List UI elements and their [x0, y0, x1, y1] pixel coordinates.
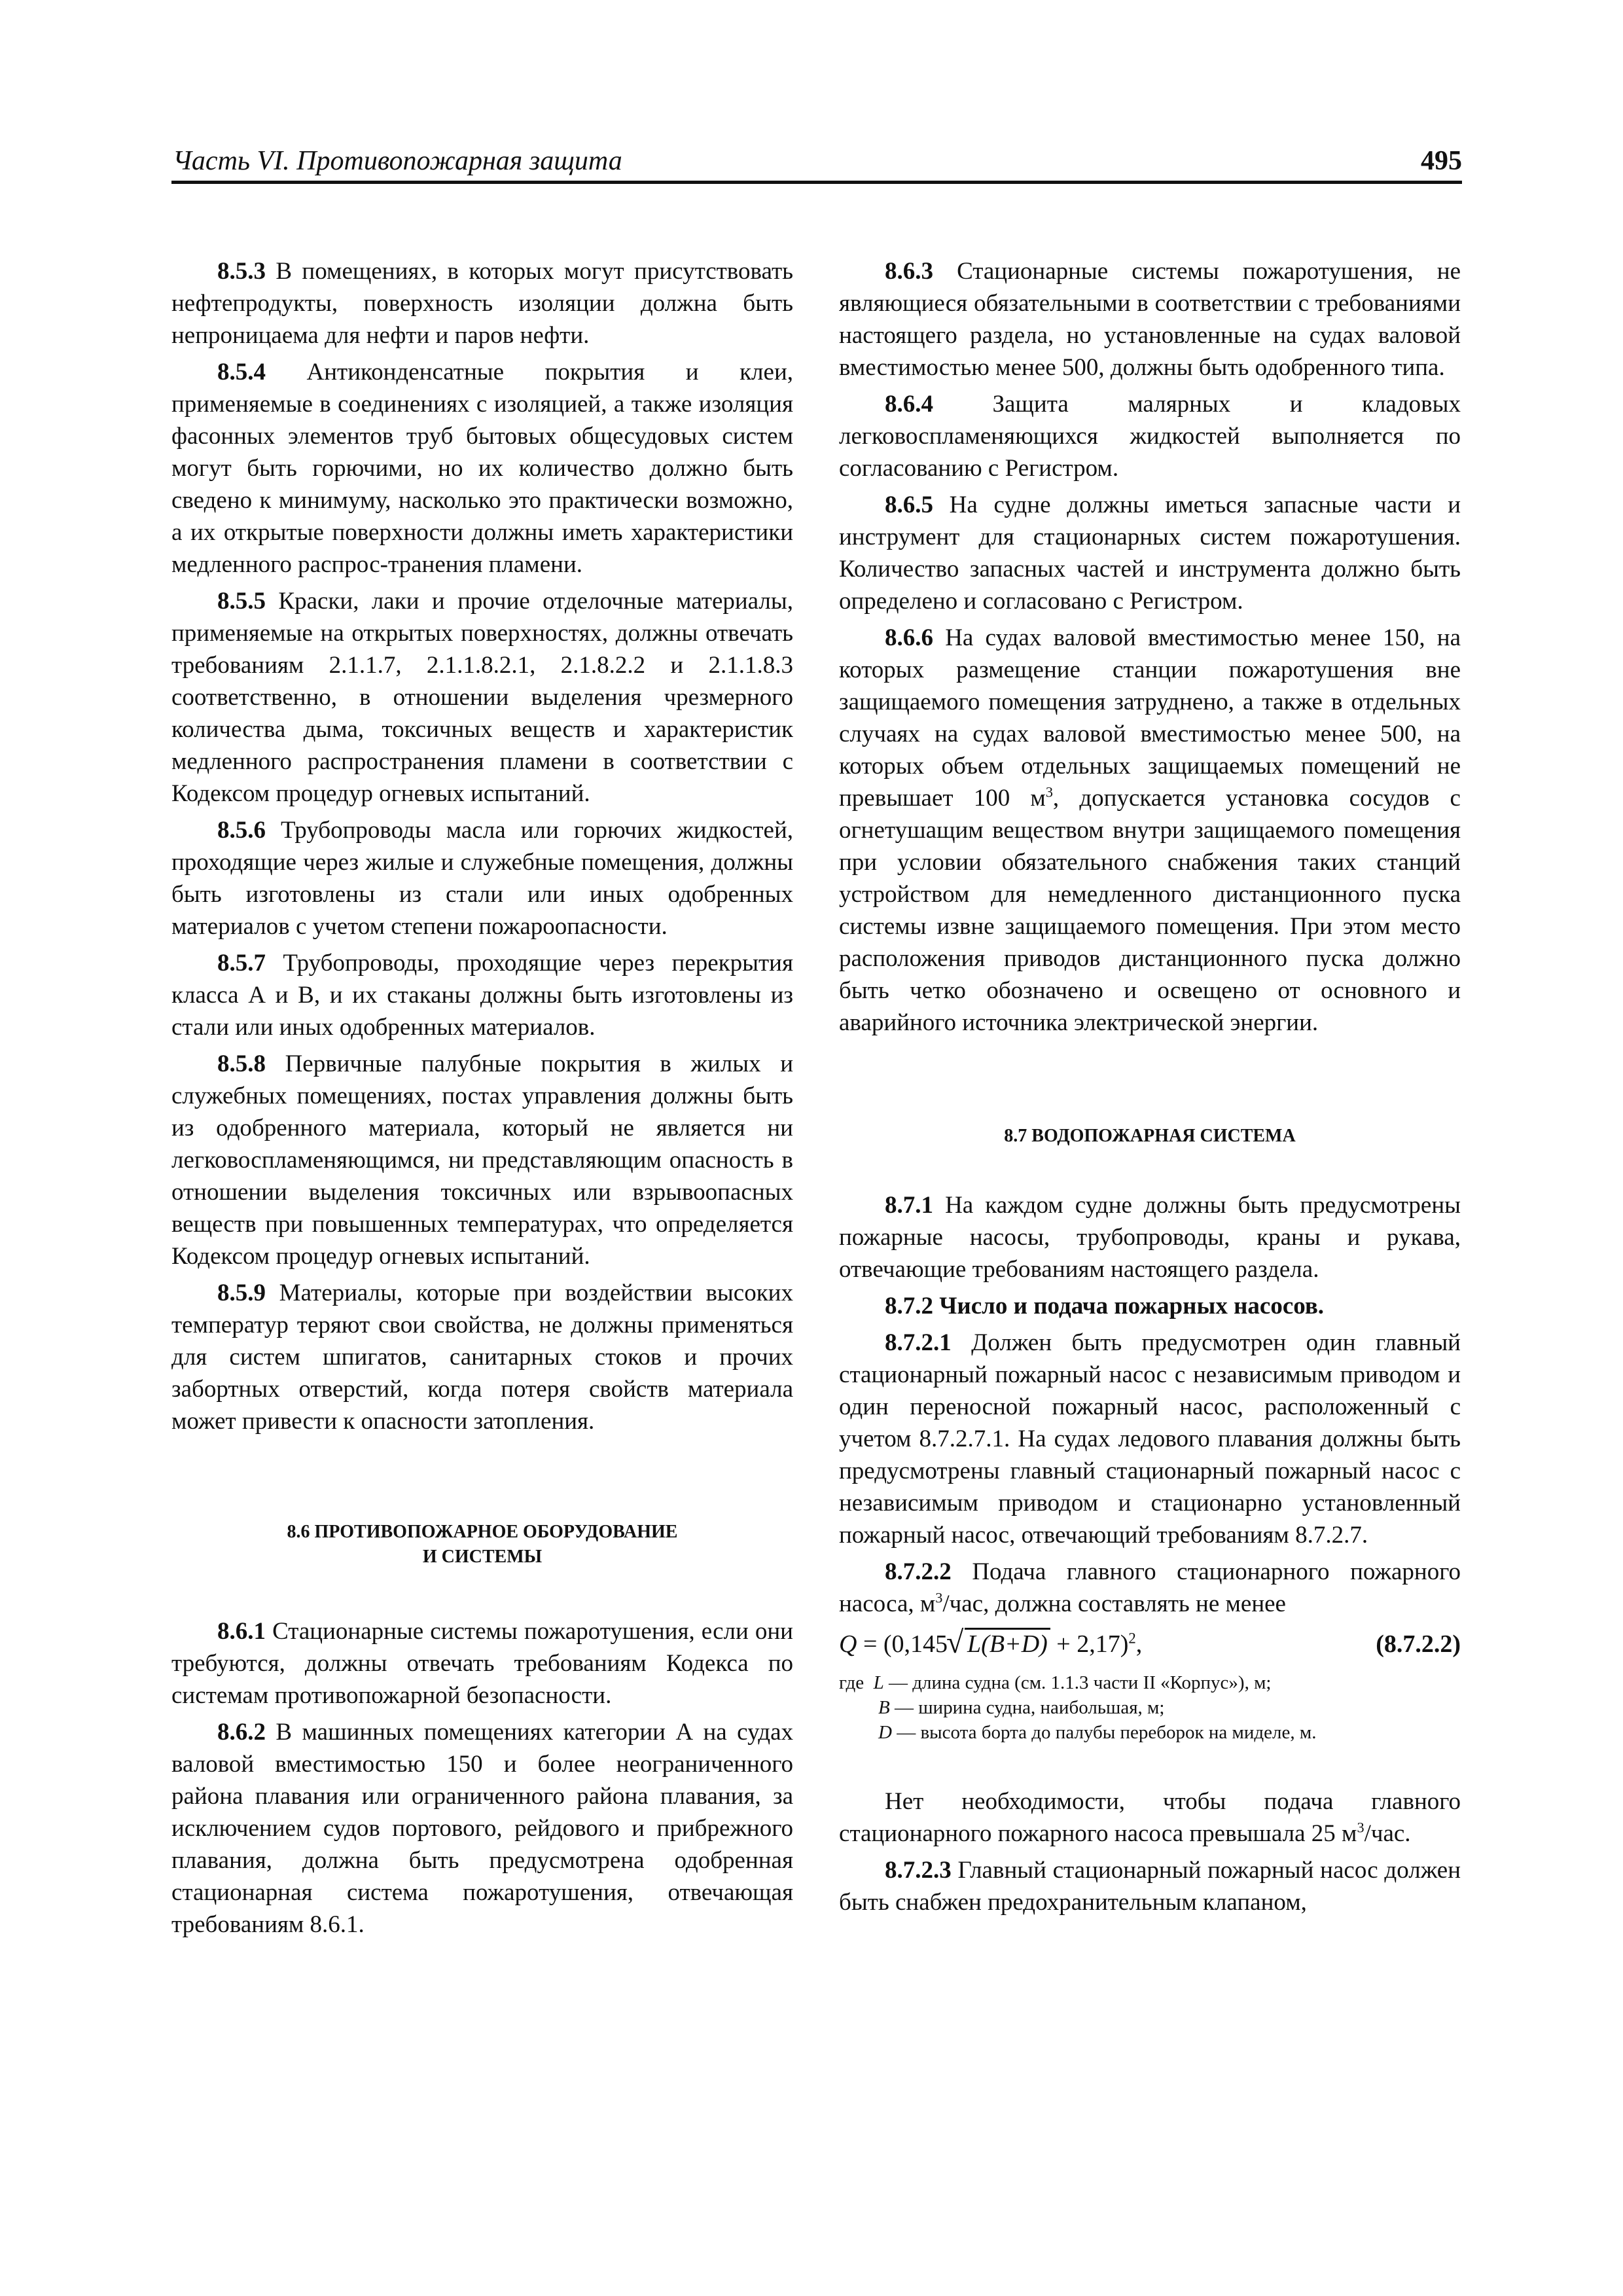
clause-number: 8.5.5: [217, 588, 266, 615]
superscript: 2: [1128, 1630, 1136, 1647]
clause-text: Антиконденсатные покрытия и клеи, применяемые в соединениях с изоляцией, а также изоляция фасонных элементов труб бытовых общесудовых систем могут быть горючими, но их количество должно быть сведено к минимуму, насколько это практически возможно, а их открытые поверхности должны иметь характеристики медленного распрос-транения пламени.: [171, 359, 793, 578]
paragraph-8-6-4: [839, 388, 1461, 484]
paragraph-8-7-2: [839, 1290, 1461, 1322]
clause-text: Должен быть предусмотрен один главный стационарный пожарный насос с независимым приводом и один переносной пожарный насос, расположенный с учетом 8.7.2.7.1. На судах ледового плавания должны быть предусмотрены главный стационарный пожарный насос с независимым приводом и стационарно установленный пожарный насос, отвечающий требованиям 8.7.2.7.: [839, 1329, 1461, 1549]
formula-part: + 2,17): [1050, 1630, 1129, 1658]
formula-part: = (0,145: [857, 1630, 948, 1658]
superscript: 3: [1357, 1819, 1364, 1836]
paragraph-8-5-8: [171, 1048, 793, 1272]
clause-text: На судне должны иметься запасные части и инструмент для стационарных систем пожаротушения. Количество запасных частей и инструмента должно быть определено и согласовано с Регистром.: [839, 492, 1461, 615]
clause-text: Стационарные системы пожаротушения, если они требуются, должны отвечать требованиям Кодекса по системам противопожарной безопасности.: [171, 1618, 793, 1709]
paragraph-8-6-6: [839, 622, 1461, 1039]
legend-text: — ширина судна, наибольшая, м;: [889, 1697, 1165, 1718]
paragraph-8-7-2-3: [839, 1854, 1461, 1918]
formula-q: Q: [839, 1630, 857, 1658]
legend-text: — длина судна (см. 1.1.3 части II «Корпус»), м;: [883, 1672, 1272, 1693]
paragraph-8-7-2-2: [839, 1556, 1461, 1620]
section-heading-8-7: [839, 1124, 1461, 1149]
paragraph-8-6-3: [839, 255, 1461, 384]
legend-row: [839, 1695, 1461, 1720]
clause-text: На каждом судне должны быть предусмотрены пожарные насосы, трубопроводы, краны и рукава, отвечающие требованиям настоящего раздела.: [839, 1192, 1461, 1283]
clause-number: 8.6.2: [217, 1719, 266, 1746]
clause-number: 8.6.1: [217, 1618, 266, 1645]
legend-row: [839, 1720, 1461, 1745]
legend-symbol: B: [878, 1697, 890, 1718]
clause-number: 8.7.2: [885, 1293, 933, 1319]
clause-text: Трубопроводы масла или горючих жидкостей, проходящие через жилые и служебные помещения, должны быть изготовлены из стали или иных одобренных материалов с учетом степени пожароопасности.: [171, 817, 793, 940]
paragraph-8-6-1: [171, 1615, 793, 1712]
running-title: Часть VI. Противопожарная защита: [173, 146, 622, 176]
clause-number: 8.5.8: [217, 1050, 266, 1077]
superscript: 3: [1045, 783, 1053, 800]
superscript: 3: [935, 1589, 943, 1606]
formula-legend: [839, 1670, 1461, 1745]
clause-number: 8.5.3: [217, 258, 266, 285]
paragraph-8-5-4: [171, 356, 793, 581]
right-column: [839, 255, 1461, 1923]
formula-number: (8.7.2.2): [1376, 1630, 1461, 1658]
legend-symbol: L: [873, 1672, 884, 1693]
clause-text: Нет необходимости, чтобы подача главного стационарного пожарного насоса превышала 25 м: [839, 1788, 1461, 1847]
clause-number: 8.6.3: [885, 258, 933, 285]
paragraph-8-5-5: [171, 585, 793, 810]
clause-text: Подача главного стационарного пожарного насоса, м: [839, 1558, 1461, 1617]
paragraph-8-5-3: [171, 255, 793, 351]
paragraph-8-5-7: [171, 947, 793, 1043]
paragraph-8-6-5: [839, 489, 1461, 617]
paragraph-8-7-2-1: [839, 1327, 1461, 1551]
clause-text: В помещениях, в которых могут присутствовать нефтепродукты, поверхность изоляции должна быть непроницаема для нефти и паров нефти.: [171, 258, 793, 349]
clause-text: /час.: [1364, 1820, 1411, 1847]
clause-number: 8.7.2.3: [885, 1857, 952, 1884]
clause-text: Краски, лаки и прочие отделочные материалы, применяемые на открытых поверхностях, должны отвечать требованиям 2.1.1.7, 2.1.1.8.2.1, 2.1.8.2.2 и 2.1.1.8.3 соответственно, в отношении выделения чрезмерного количества дыма, токсичных веществ и характеристик медленного распространения пламени в соответствии с Кодексом процедур огневых испытаний.: [171, 588, 793, 807]
clause-text: , допускается установка сосудов с огнетушащим веществом внутри защищаемого помещения при условии обязательного снабжения таких станций устройством для немедленного дистанционного пуска системы извне защищаемого помещения. При этом место расположения приводов дистанционного пуска должно быть четко обозначено и освещено от основного и аварийного источника электрической энергии.: [839, 785, 1461, 1036]
clause-text: Трубопроводы, проходящие через перекрытия класса А и В, и их стаканы должны быть изготовлены из стали или иных одобренных материалов.: [171, 950, 793, 1041]
clause-text: /час, должна составлять не менее: [942, 1590, 1286, 1617]
paragraph-8-5-9: [171, 1277, 793, 1437]
clause-number: 8.7.1: [885, 1192, 933, 1219]
clause-number: 8.5.4: [217, 359, 266, 386]
heading-line: 8.6 ПРОТИВОПОЖАРНОЕ ОБОРУДОВАНИЕ: [287, 1522, 678, 1542]
clause-number: 8.5.9: [217, 1280, 266, 1306]
clause-number: 8.6.6: [885, 624, 933, 651]
page-header: [171, 140, 1462, 184]
clause-number: 8.7.2.1: [885, 1329, 952, 1356]
clause-text: Защита малярных и кладовых легковоспламеняющихся жидкостей выполняется по согласованию с Регистром.: [839, 391, 1461, 482]
clause-text: В машинных помещениях категории А на судах валовой вместимостью 150 и более неограниченного района плавания или ограниченного района плавания, за исключением судов портового, рейдового и прибрежного плавания, должна быть предусмотрена одобренная стационарная система пожаротушения, отвечающая требованиям 8.6.1.: [171, 1719, 793, 1938]
left-column: [171, 255, 793, 1945]
paragraph-8-6-2: [171, 1716, 793, 1941]
legend-row: [839, 1670, 1461, 1695]
heading-line: 8.7 ВОДОПОЖАРНАЯ СИСТЕМА: [1004, 1126, 1296, 1146]
clause-number: 8.5.6: [217, 817, 266, 844]
square-root: [965, 1628, 1050, 1659]
paragraph-note: [839, 1785, 1461, 1850]
clause-text: Первичные палубные покрытия в жилых и служебных помещениях, постах управления должны быть из одобренного материала, который не является ни легковоспламеняющимся, ни представляющим опасность в отношении выделения токсичных или взрывоопасных веществ при повышенных температурах, что определяется Кодексом процедур огневых испытаний.: [171, 1050, 793, 1270]
clause-number: 8.7.2.2: [885, 1558, 952, 1585]
clause-text: Главный стационарный пожарный насос должен быть снабжен предохранительным клапаном,: [839, 1857, 1461, 1916]
paragraph-8-5-6: [171, 814, 793, 942]
clause-text: Материалы, которые при воздействии высоких температур теряют свои свойства, не должны применяться для систем шпигатов, санитарных стоков и прочих забортных отверстий, когда потеря свойств материала может привести к опасности затопления.: [171, 1280, 793, 1435]
section-heading-8-6: [171, 1520, 793, 1570]
formula-8-7-2-2: [839, 1624, 1461, 1664]
page-number: 495: [1421, 146, 1462, 176]
formula-radicand: L(B+D): [967, 1630, 1048, 1658]
clause-number: 8.5.7: [217, 950, 266, 977]
clause-number: 8.6.5: [885, 492, 933, 518]
clause-title: Число и подача пожарных насосов.: [933, 1293, 1325, 1319]
paragraph-8-7-1: [839, 1189, 1461, 1285]
clause-number: 8.6.4: [885, 391, 933, 418]
clause-text: Стационарные системы пожаротушения, не являющиеся обязательными в соответствии с требованиями настоящего раздела, но установленные на судах валовой вместимостью менее 500, должны быть одобренного типа.: [839, 258, 1461, 381]
formula-expression: [839, 1624, 1142, 1664]
legend-where: где: [839, 1672, 865, 1693]
clause-text: На судах валовой вместимостью менее 150, на которых размещение станции пожаротушения вне защищаемого помещения затруднено, а также в отдельных случаях на судах валовой вместимостью менее 500, на которых объем отдельных защищаемых помещений не превышает 100 м: [839, 624, 1461, 812]
formula-part: ,: [1135, 1630, 1143, 1658]
heading-line: И СИСТЕМЫ: [422, 1547, 543, 1567]
legend-text: — высота борта до палубы переборок на миделе, м.: [891, 1722, 1317, 1743]
legend-symbol: D: [878, 1722, 892, 1743]
